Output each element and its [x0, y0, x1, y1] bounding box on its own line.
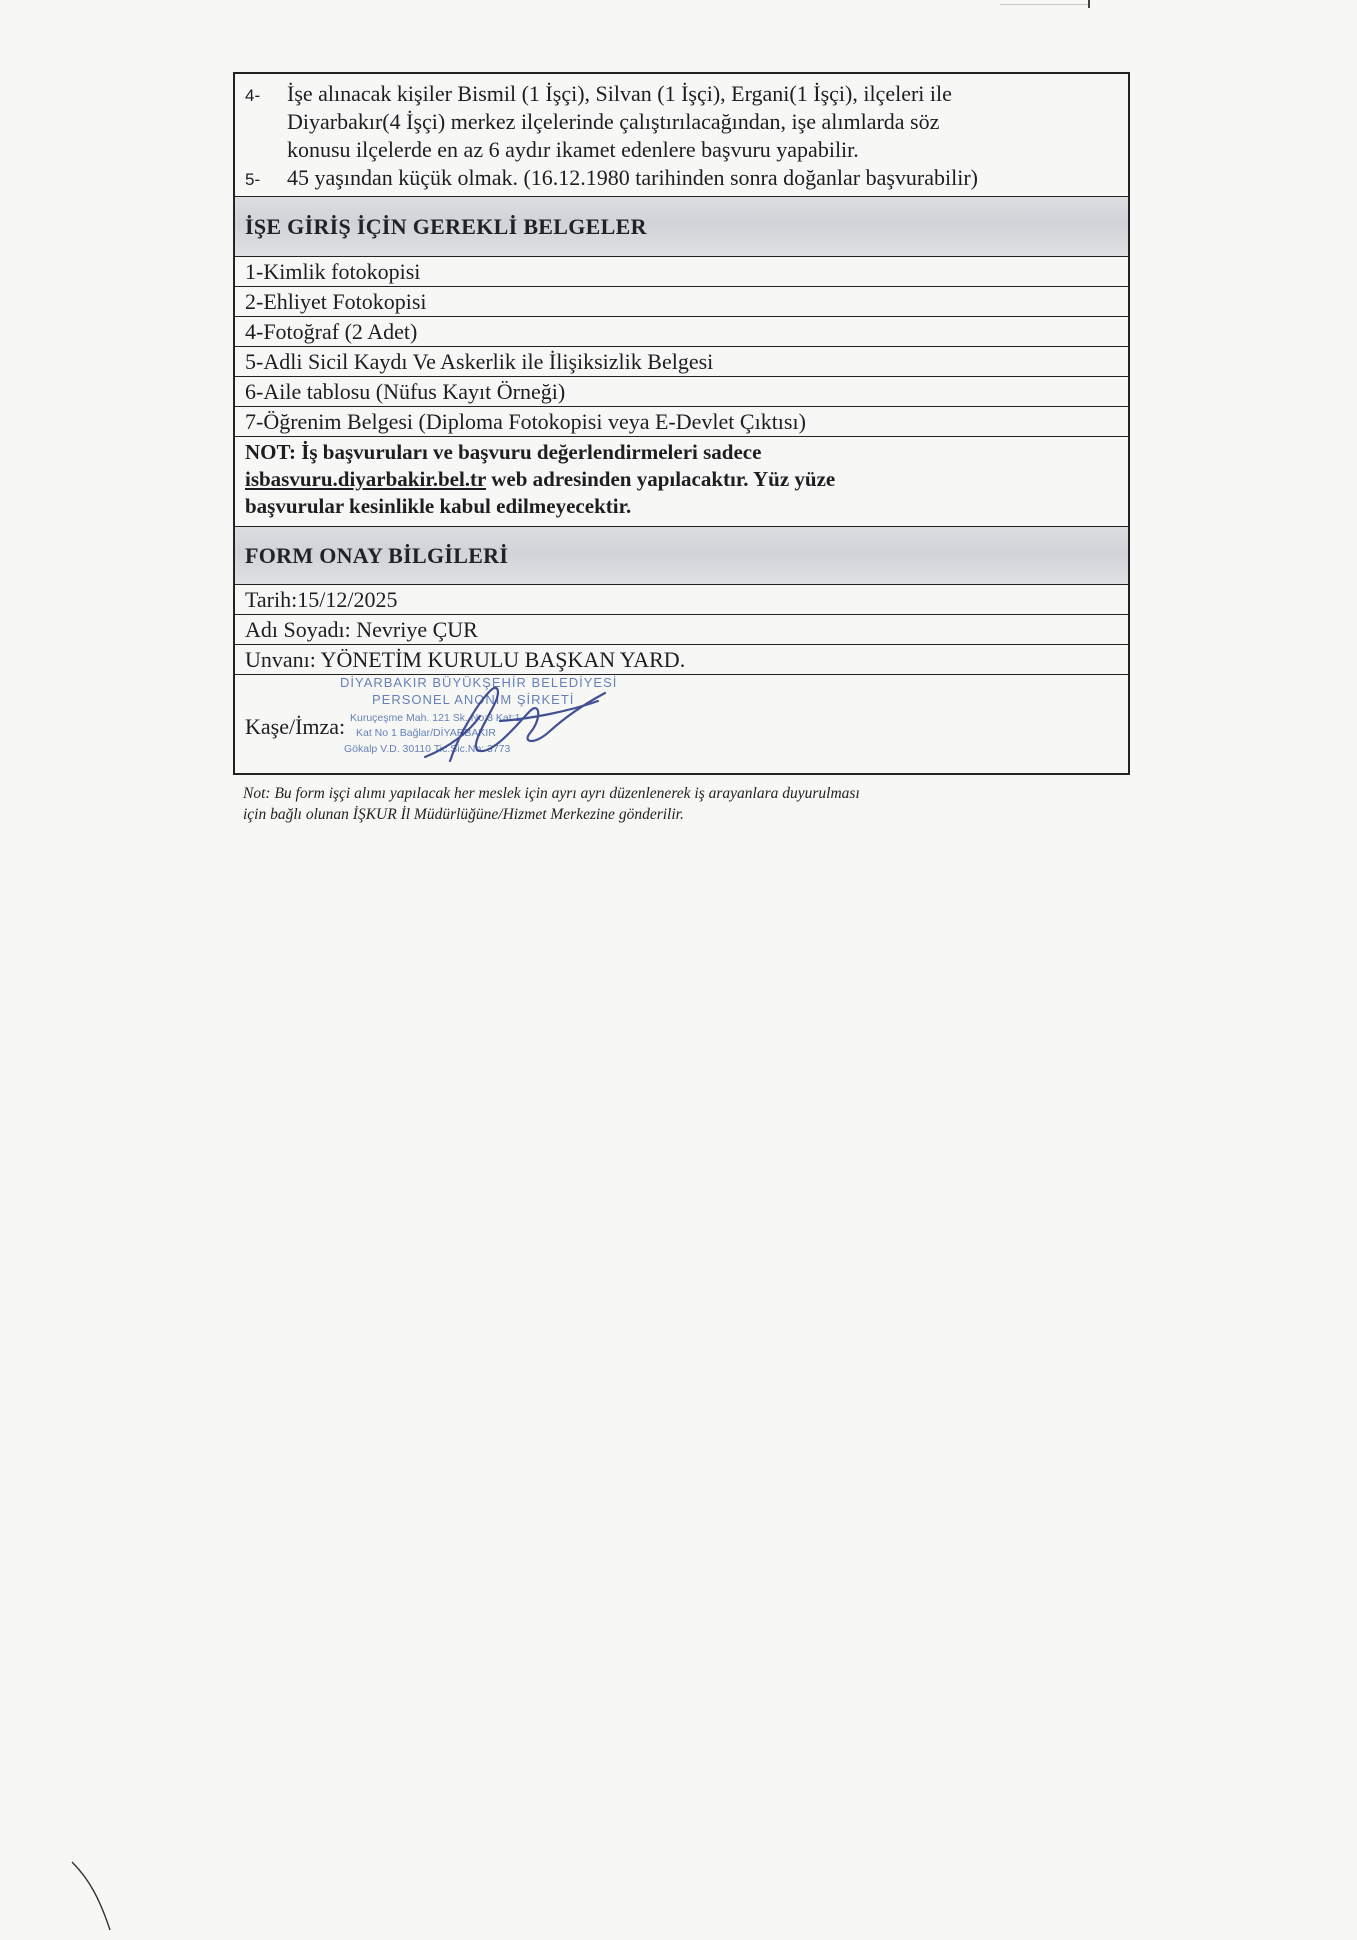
- approver-name: Adı Soyadı: Nevriye ÇUR: [235, 615, 1128, 645]
- stamp-label: Kaşe/İmza:: [245, 714, 346, 739]
- stamp-line: Kuruçeşme Mah. 121 Sk. No:3 Kat:1: [350, 712, 521, 724]
- form-table: [233, 72, 1130, 775]
- condition-text: [287, 164, 1120, 192]
- conditions-block: [235, 74, 1128, 197]
- documents-section-header: İŞE GİRİŞ İÇİN GEREKLİ BELGELER: [235, 197, 1128, 257]
- stamp-line: DİYARBAKIR BÜYÜKŞEHİR BELEDİYESİ: [340, 675, 618, 690]
- footnote-label: Not:: [243, 785, 271, 802]
- condition-line: İşe alınacak kişiler Bismil (1 İşçi), Silvan (1 İşçi), Ergani(1 İşçi), ilçeleri ile: [287, 81, 952, 106]
- stamp-signature-row: [235, 675, 1128, 773]
- condition-item: [245, 164, 1120, 194]
- document-item: 1-Kimlik fotokopisi: [235, 257, 1128, 287]
- form-footnote: [243, 783, 1143, 825]
- condition-line: konusu ilçelerde en az 6 aydır ikamet edenlere başvuru yapabilir.: [287, 137, 859, 162]
- company-stamp-icon: [330, 661, 660, 781]
- condition-item: [245, 80, 1120, 164]
- scan-edge-mark: [1000, 0, 1090, 5]
- application-website-link[interactable]: isbasvuru.diyarbakir.bel.tr: [245, 467, 486, 491]
- footnote-text: için bağlı olunan İŞKUR İl Müdürlüğüne/Hizmet Merkezine gönderilir.: [243, 806, 684, 823]
- document-item: 5-Adli Sicil Kaydı Ve Askerlik ile İlişiksizlik Belgesi: [235, 347, 1128, 377]
- footnote-text: Bu form işçi alımı yapılacak her meslek için ayrı ayrı düzenlenerek iş arayanlara duyurulması: [270, 785, 860, 802]
- condition-text: [287, 80, 1120, 164]
- document-item: 2-Ehliyet Fotokopisi: [235, 287, 1128, 317]
- stamp-line: PERSONEL ANONİM ŞİRKETİ: [372, 692, 575, 707]
- document-item: 6-Aile tablosu (Nüfus Kayıt Örneği): [235, 377, 1128, 407]
- stamp-line: Gökalp V.D. 30110 Tic.Sic.No: 3773: [344, 743, 511, 755]
- condition-number: 5-: [245, 170, 261, 189]
- condition-line: Diyarbakır(4 İşçi) merkez ilçelerinde çalıştırılacağından, işe alımlarda söz: [287, 109, 940, 134]
- approver-title: Unvanı: YÖNETİM KURULU BAŞKAN YARD.: [235, 645, 1128, 675]
- document-item: 7-Öğrenim Belgesi (Diploma Fotokopisi veya E-Devlet Çıktısı): [235, 407, 1128, 437]
- note-text: başvurular kesinlikle kabul edilmeyecektir.: [245, 494, 632, 518]
- stamp-line: Kat No 1 Bağlar/DİYARBAKIR: [356, 727, 496, 739]
- application-note: [235, 437, 1128, 527]
- scan-artifact-icon: [70, 1860, 150, 1940]
- approval-section-header: FORM ONAY BİLGİLERİ: [235, 527, 1128, 585]
- approval-date: Tarih:15/12/2025: [235, 585, 1128, 615]
- document-item: 4-Fotoğraf (2 Adet): [235, 317, 1128, 347]
- note-text: web adresinden yapılacaktır. Yüz yüze: [485, 467, 836, 491]
- note-text: NOT: İş başvuruları ve başvuru değerlendirmeleri sadece: [245, 440, 762, 464]
- condition-line: 45 yaşından küçük olmak. (16.12.1980 tarihinden sonra doğanlar başvurabilir): [287, 165, 979, 190]
- condition-number: 4-: [245, 86, 261, 105]
